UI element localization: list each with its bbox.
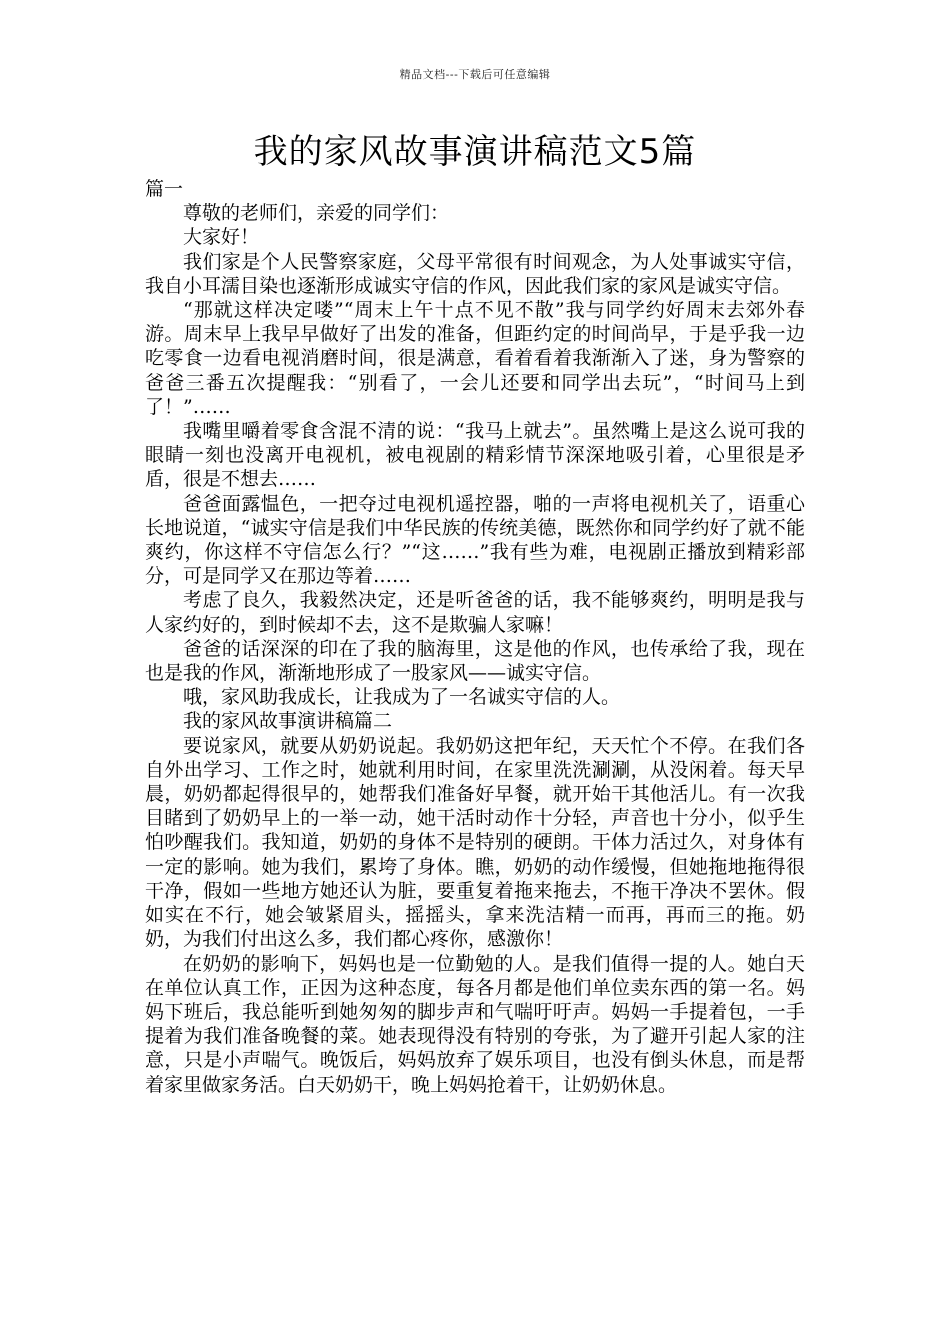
paragraph: 我们家是个人民警察家庭，父母平常很有时间观念，为人处事诚实守信，我自小耳濡目染也逐渐形成诚实守信的作风，因此我们家的家风是诚实守信。 [145,250,805,297]
paragraph: 爸爸面露愠色，一把夺过电视机遥控器，啪的一声将电视机关了，语重心长地说道，“诚实守信是我们中华民族的传统美德，既然你和同学约好了就不能爽约，你这样不守信怎么行？”“这……”我有些为难，电视剧正播放到精彩部分，可是同学又在那边等着…… [145,492,805,588]
document-title: 我的家风故事演讲稿范文5篇 [253,132,697,172]
paragraph: 我嘴里嚼着零食含混不清的说：“我马上就去”。虽然嘴上是这么说可我的眼睛一刻也没离开电视机，被电视剧的精彩情节深深地吸引着，心里很是矛盾，很是不想去…… [145,420,805,491]
paragraph: 爸爸的话深深的印在了我的脑海里，这是他的作风，也传承给了我，现在也是我的作风，渐渐地形成了一股家风——诚实守信。 [145,637,805,685]
paragraph: 考虑了良久，我毅然决定，还是听爸爸的话，我不能够爽约，明明是我与人家约好的，到时候却不去，这不是欺骗人家嘛！ [145,589,805,636]
paragraph: 大家好！ [183,226,260,249]
paragraph: 要说家风，就要从奶奶说起。我奶奶这把年纪，天天忙个不停。在我们各自外出学习、工作之时，她就利用时间，在家里洗洗涮涮，从没闲着。每天早晨，奶奶都起得很早的，她帮我们准备好早餐，就开始干其他活儿。有一次我目睹到了奶奶早上的一举一动，她干活时动作十分轻，声音也十分小，似乎生怕吵醒我们。我知道，奶奶的身体不是特别的硬朗。干体力活过久，对身体有一定的影响。她为我们，累垮了身体。瞧，奶奶的动作缓慢，但她拖地拖得很干净，假如一些地方她还认为脏，要重复着拖来拖去，不拖干净决不罢休。假如实在不行，她会皱紧眉头，摇摇头，拿来洗洁精一而再，再而三的拖。奶奶，为我们付出这么多，我们都心疼你，感激你！ [145,734,805,951]
document-body [145,177,805,1097]
section-heading: 我的家风故事演讲稿篇二 [183,710,393,733]
header-note: 精品文档---下载后可任意编辑 [399,68,551,81]
paragraph: 在奶奶的影响下，妈妈也是一位勤勉的人。是我们值得一提的人。她白天在单位认真工作，正因为这种态度，每各月都是他们单位卖东西的第一名。妈妈下班后，我总能听到她匆匆的脚步声和气喘吁吁声。妈妈一手提着包，一手提着为我们准备晚餐的菜。她表现得没有特别的夸张，为了避开引起人家的注意，只是小声喘气。晚饭后，妈妈放弃了娱乐项目，也没有倒头休息，而是帮着家里做家务活。白天奶奶干，晚上妈妈抢着干，让奶奶休息。 [145,952,805,1096]
section-heading: 篇一 [145,178,184,200]
paragraph: 哦，家风助我成长，让我成为了一名诚实守信的人。 [183,686,621,709]
paragraph: 尊敬的老师们，亲爱的同学们： [183,202,450,225]
paragraph: “那就这样决定喽”“周末上午十点不见不散”我与同学约好周末去郊外春游。周末早上我早早做好了出发的准备，但距约定的时间尚早，于是乎我一边吃零食一边看电视消磨时间，很是满意，看着看着我渐渐入了迷，身为警察的爸爸三番五次提醒我：“别看了，一会儿还要和同学出去玩”，“时间马上到了！”…… [145,299,805,418]
